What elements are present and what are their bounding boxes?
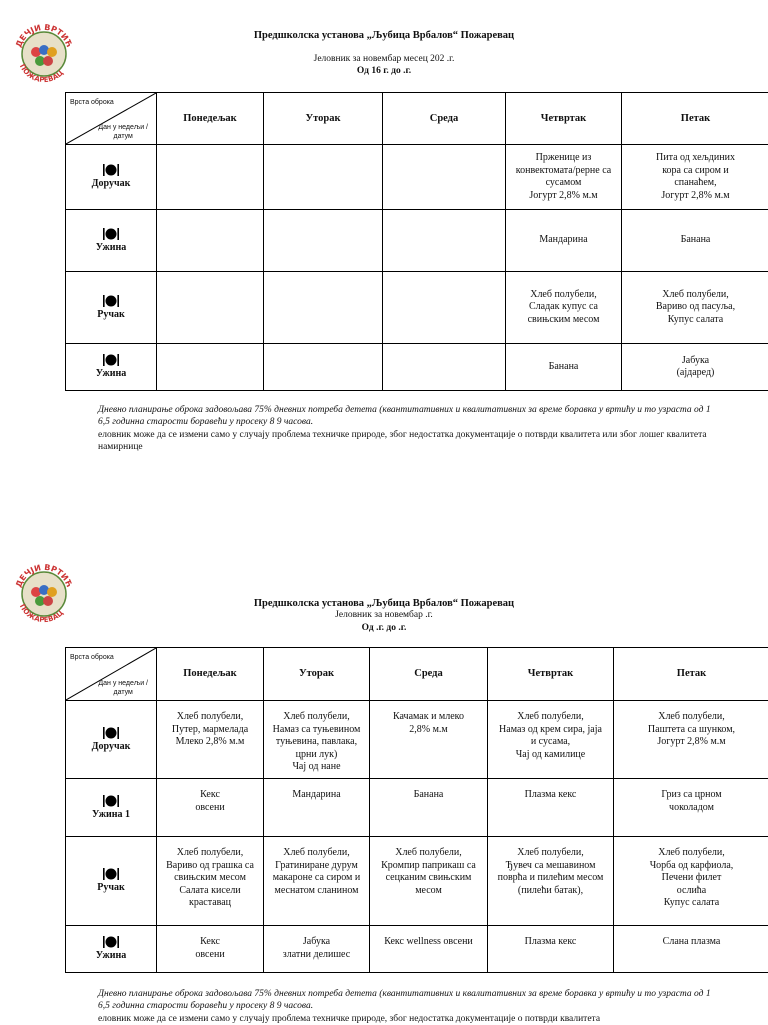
table-corner-header: Врста оброка Дан у недељи / датум <box>66 648 157 701</box>
menu-table-2 <box>65 647 768 973</box>
table-row <box>66 344 768 391</box>
menu-cell <box>264 272 383 344</box>
meal-label: Ужина <box>66 926 157 973</box>
plate-cutlery-icon <box>102 935 120 949</box>
menu-cell: Хлеб полубели, Намаз са туњевином туњевина, павлака, црни лук) Чај од нане <box>264 701 370 779</box>
menu-cell: Хлеб полубели, Путер, мармелада Млеко 2,8% м.м <box>157 701 264 779</box>
table-row <box>66 145 768 210</box>
menu-cell <box>157 210 264 272</box>
institution-title: Предшколска установа „Љубица Врбалов“ Пожаревац <box>0 598 768 609</box>
date-range: Од 16 г. до .г. <box>0 66 768 76</box>
menu-cell: Хлеб полубели, Намаз од крем сира, јаја и сусама, Чај од камилице <box>488 701 614 779</box>
day-header: Уторак <box>264 93 383 145</box>
table-row <box>66 210 768 272</box>
table-corner-header: Врста оброка Дан у недељи / датум <box>66 93 157 145</box>
menu-cell: Качамак и млеко 2,8% м.м <box>370 701 488 779</box>
meal-label: Ужина <box>66 210 157 272</box>
table-row <box>66 837 768 926</box>
plate-cutlery-icon <box>102 867 120 881</box>
menu-cell: Хлеб полубели, Ђувеч са мешавином поврћа и пилећим месом (пилећи батак), <box>488 837 614 926</box>
meal-label: Ручак <box>66 272 157 344</box>
menu-cell: Јабука (ајдаред) <box>622 344 768 391</box>
menu-cell: Банана <box>370 779 488 837</box>
menu-cell: Пита од хељдиних кора са сиром и спанаћем, Јогурт 2,8% м.м <box>622 145 768 210</box>
day-header: Петак <box>614 648 768 701</box>
menu-title: Јеловник за новембар .г. <box>0 610 768 620</box>
institution-title: Предшколска установа „Љубица Врбалов“ Пожаревац <box>0 30 768 41</box>
menu-cell: Хлеб полубели, Гратиниране дурум макароне са сиром и меснатом сланином <box>264 837 370 926</box>
day-header: Понедељак <box>157 648 264 701</box>
day-header: Уторак <box>264 648 370 701</box>
menu-cell: Хлеб полубели, Вариво од пасуља, Купус салата <box>622 272 768 344</box>
svg-text:ДЕЧЈИ ВРТИЋ: ДЕЧЈИ ВРТИЋ <box>14 563 74 589</box>
menu-cell <box>264 145 383 210</box>
svg-text:ПОЖАРЕВАЦ: ПОЖАРЕВАЦ <box>18 603 66 624</box>
meal-label: Ручак <box>66 837 157 926</box>
menu-cell <box>264 344 383 391</box>
svg-text:ДЕЧЈИ ВРТИЋ: ДЕЧЈИ ВРТИЋ <box>14 23 74 49</box>
menu-table-1 <box>65 92 768 391</box>
menu-cell: Плазма кекс <box>488 926 614 973</box>
menu-change-note: еловник може да се измени само у случају проблема техничке природе, због недостатка документације о потврди квалитета или због лошег квалитета намирнице <box>98 429 718 454</box>
plate-cutlery-icon <box>102 294 120 308</box>
menu-cell <box>157 344 264 391</box>
menu-cell: Плазма кекс <box>488 779 614 837</box>
plate-cutlery-icon <box>102 163 120 177</box>
plate-cutlery-icon <box>102 353 120 367</box>
menu-cell <box>383 210 506 272</box>
menu-cell: Кекс овсени <box>157 926 264 973</box>
plate-cutlery-icon <box>102 726 120 740</box>
menu-cell: Хлеб полубели, Вариво од грашка са свињским месом Салата кисели краставац <box>157 837 264 926</box>
notes-block <box>98 988 718 1025</box>
nutrition-note: Дневно планирање оброка задовољава 75% дневних потреба детета (квантитативних и квалитативних за време боравка у вртићу и то узраста од 1 6,5 годинна старости боравећи у просеку 8 9 часова. <box>98 988 718 1013</box>
menu-cell <box>264 210 383 272</box>
day-header: Четвртак <box>488 648 614 701</box>
svg-text:ПОЖАРЕВАЦ: ПОЖАРЕВАЦ <box>18 63 66 84</box>
menu-cell <box>157 272 264 344</box>
menu-cell <box>383 344 506 391</box>
menu-cell: Банана <box>506 344 622 391</box>
menu-cell: Банана <box>622 210 768 272</box>
menu-cell: Кекс wellness овсени <box>370 926 488 973</box>
day-header: Петак <box>622 93 768 145</box>
day-header: Четвртак <box>506 93 622 145</box>
menu-cell: Јабука златни делишес <box>264 926 370 973</box>
menu-cell <box>383 145 506 210</box>
plate-cutlery-icon <box>102 794 120 808</box>
menu-cell: Хлеб полубели, Сладак купус са свињским месом <box>506 272 622 344</box>
meal-label: Доручак <box>66 145 157 210</box>
menu-change-note: еловник може да се измени само у случају проблема техничке природе, због недостатка документације о потврди квалитета <box>98 1013 718 1025</box>
date-range: Од .г. до .г. <box>0 623 768 633</box>
day-header: Понедељак <box>157 93 264 145</box>
menu-title: Јеловник за новембар месец 202 .г. <box>0 54 768 64</box>
table-row <box>66 701 768 779</box>
table-row <box>66 779 768 837</box>
meal-label: Ужина <box>66 344 157 391</box>
day-header: Среда <box>383 93 506 145</box>
menu-cell <box>383 272 506 344</box>
menu-cell: Хлеб полубели, Кромпир паприкаш са сецканим свињским месом <box>370 837 488 926</box>
table-row <box>66 272 768 344</box>
menu-cell: Хлеб полубели, Чорба од карфиола, Печени филет ослића Купус салата <box>614 837 768 926</box>
day-header: Среда <box>370 648 488 701</box>
menu-cell: Прженице из конвектомата/рерне са сусамом Јогурт 2,8% м.м <box>506 145 622 210</box>
menu-cell <box>157 145 264 210</box>
plate-cutlery-icon <box>102 227 120 241</box>
menu-cell: Гриз са црном чоколадом <box>614 779 768 837</box>
menu-cell: Слана плазма <box>614 926 768 973</box>
menu-cell: Кекс овсени <box>157 779 264 837</box>
menu-cell: Мандарина <box>506 210 622 272</box>
notes-block <box>98 404 718 453</box>
menu-cell: Хлеб полубели, Паштета са шунком, Јогурт 2,8% м.м <box>614 701 768 779</box>
menu-cell: Мандарина <box>264 779 370 837</box>
meal-label: Доручак <box>66 701 157 779</box>
meal-label: Ужина 1 <box>66 779 157 837</box>
table-row <box>66 926 768 973</box>
nutrition-note: Дневно планирање оброка задовољава 75% дневних потреба детета (квантитативних и квалитативних за време боравка у вртићу и то узраста од 1 6,5 годинна старости боравећи у просеку 8 9 часова. <box>98 404 718 429</box>
